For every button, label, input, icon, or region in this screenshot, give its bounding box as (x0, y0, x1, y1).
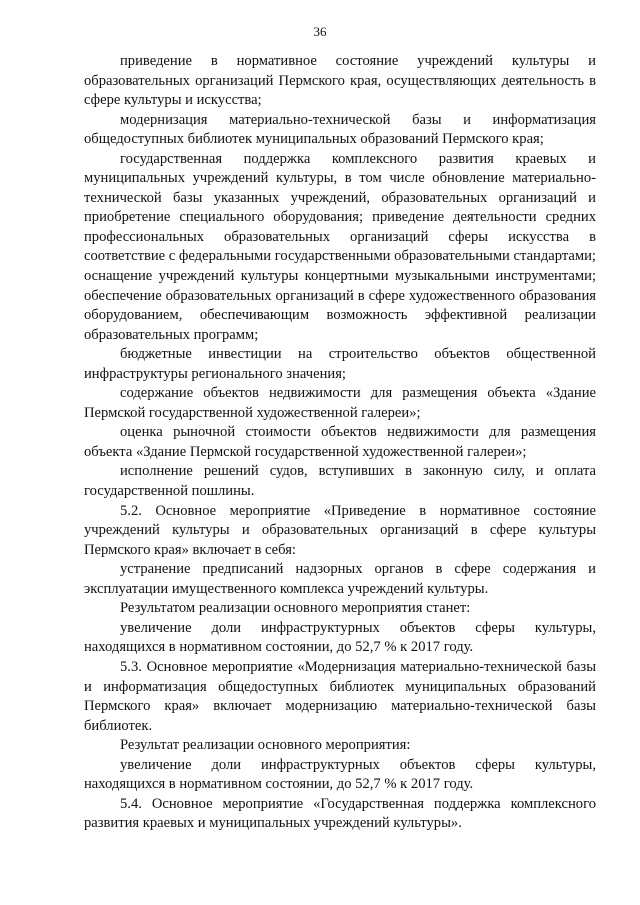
paragraph: увеличение доли инфраструктурных объектов сферы культуры, находящихся в нормативном состоянии, до 52,7 % к 2017 году. (84, 619, 596, 656)
document-body (84, 52, 596, 834)
paragraph: модернизация материально-технической базы и информатизация общедоступных библиотек муниципальных образований Пермского края; (84, 111, 596, 148)
paragraph: содержание объектов недвижимости для размещения объекта «Здание Пермской государственной художественной галереи»; (84, 385, 596, 421)
paragraph: оценка рыночной стоимости объектов недвижимости для размещения объекта «Здание Пермской государственной художественной галереи»; (84, 424, 596, 460)
paragraph: Результат реализации основного мероприятия: (120, 737, 411, 754)
paragraph: исполнение решений судов, вступивших в законную силу, и оплата государственной пошлины. (84, 463, 596, 500)
paragraph: Результатом реализации основного мероприятия станет: (120, 600, 471, 617)
section-5-3-paragraph: 5.3. Основное мероприятие «Модернизация материально-технической базы и информатизация общедоступных библиотек муниципальных образований Пермского края» включает модернизацию материально-технической базы библиотек. (84, 658, 596, 734)
paragraph: приведение в нормативное состояние учреждений культуры и образовательных организаций Пермского края, осуществляющих деятельность в сфере культуры и искусства; (84, 53, 596, 109)
paragraph: увеличение доли инфраструктурных объектов сферы культуры, находящихся в нормативном состоянии, до 52,7 % к 2017 году. (84, 756, 596, 793)
paragraph: государственная поддержка комплексного развития краевых и муниципальных учреждений культуры, в том числе обновление материально-технической базы указанных учреждений, образовательных организаций и приобретение специального оборудования; приведение деятельности средних профессиональных образовательных организаций сферы искусства в соответствие с федеральными государственными образовательными стандартами; оснащение учреждений культуры концертными музыкальными инструментами; обеспечение образовательных организаций в сфере художественного образования оборудованием, обеспечивающим возможность эффективной реализации образовательных программ; (84, 150, 596, 343)
section-5-2-paragraph: 5.2. Основное мероприятие «Приведение в нормативное состояние учреждений культуры и образовательных организаций в сфере культуры Пермского края» включает в себя: (84, 502, 596, 558)
paragraph: устранение предписаний надзорных органов в сфере содержания и эксплуатации имущественного комплекса учреждений культуры. (84, 561, 596, 597)
page-number: 36 (313, 24, 327, 39)
paragraph: бюджетные инвестиции на строительство объектов общественной инфраструктуры регионального значения; (84, 346, 596, 382)
section-5-4-paragraph: 5.4. Основное мероприятие «Государственная поддержка комплексного развития краевых и муниципальных учреждений культуры». (84, 795, 596, 832)
